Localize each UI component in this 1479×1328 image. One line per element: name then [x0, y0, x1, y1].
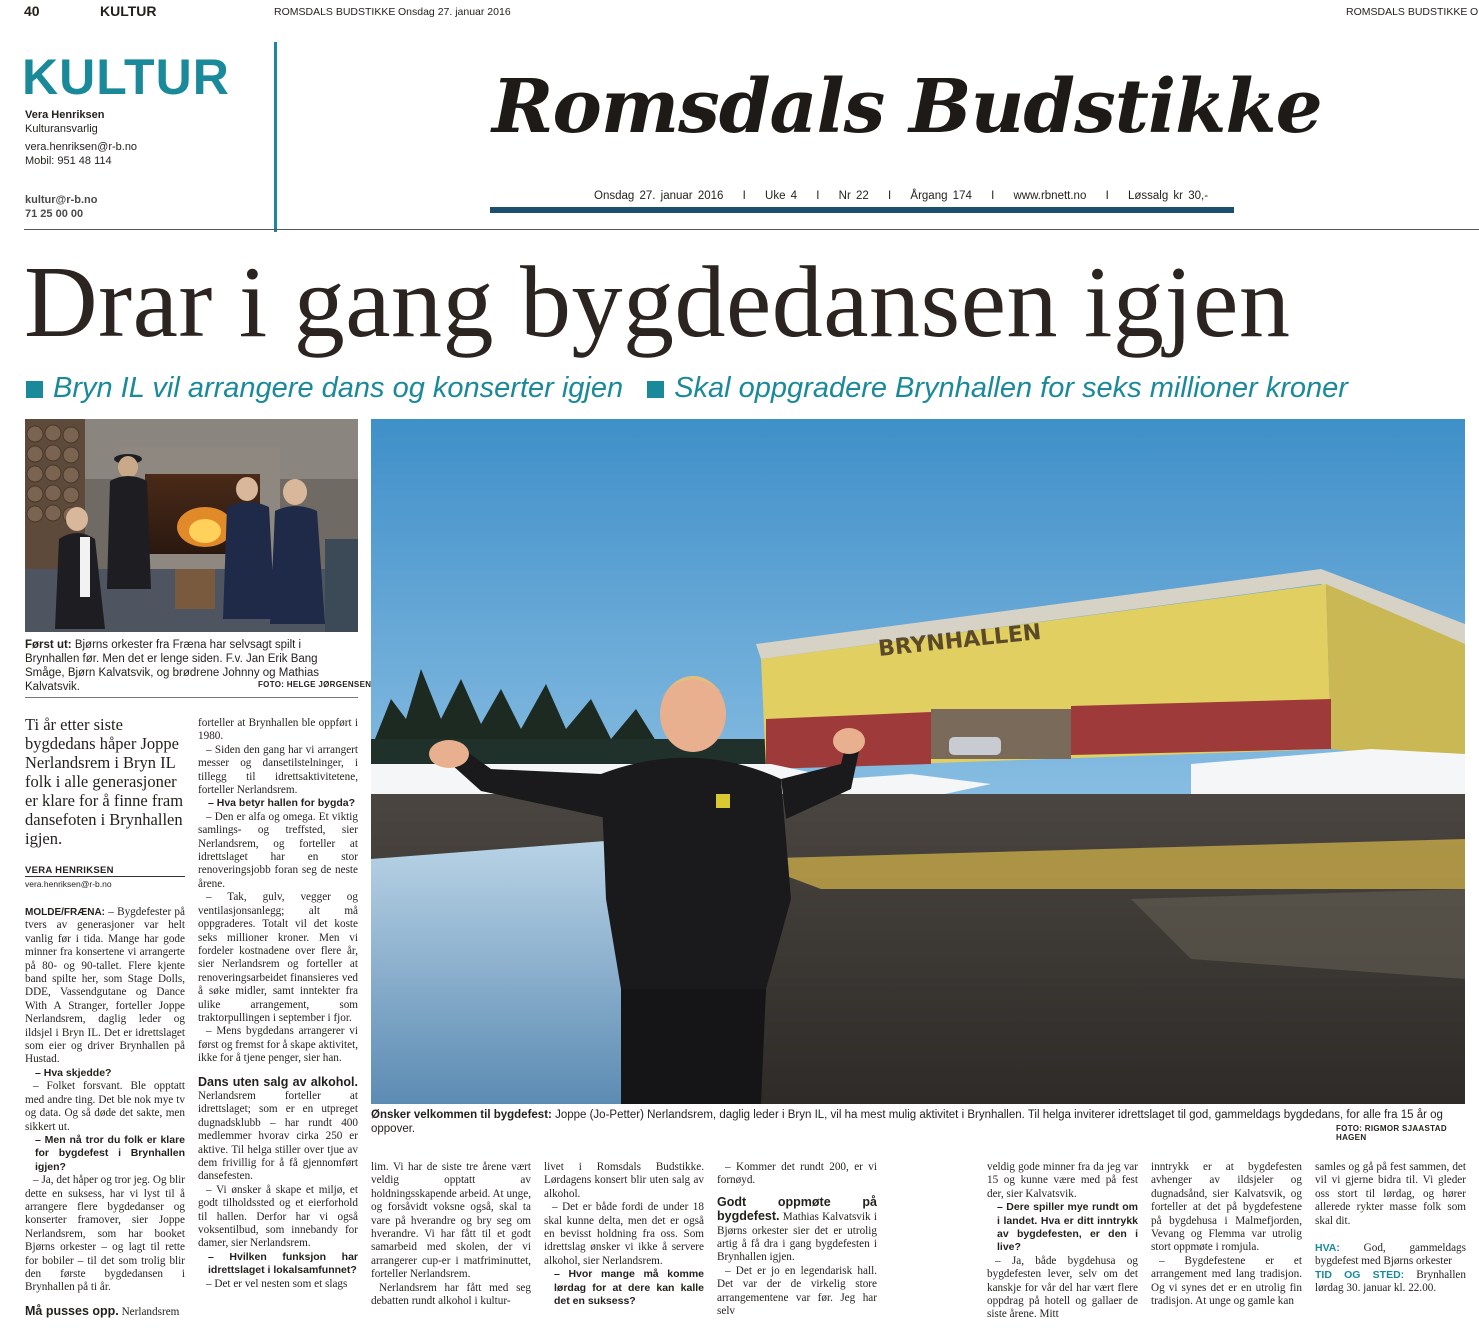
question: – Hva betyr hallen for bygda?	[208, 797, 356, 810]
article-column-5	[717, 1161, 877, 1318]
caption-lead: Først ut:	[25, 639, 72, 651]
paragraph: – Det er vel nesten som et slags	[206, 1277, 348, 1290]
paper-name-left: ROMSDALS BUDSTIKKE	[274, 6, 396, 18]
subheads	[26, 372, 1348, 405]
band-photo-credit: FOTO: HELGE JØRGENSEN	[258, 680, 372, 689]
paragraph: livet i Romsdals Budstikke. Lørdagens konsert blir uten salg av alkohol.	[544, 1161, 704, 1200]
paragraph: – Ja, både bygdehusa og bygdefesten lever, selv om det kanskje for vår del har vært flere oppdrag på hotell og gallaer de siste årene. Mitt	[987, 1254, 1138, 1321]
paragraph: veldig gode minner fra da jeg var 15 og kunne være med på fest der, sier Kalvatsvik.	[987, 1161, 1138, 1200]
desk-email: kultur@r-b.no	[25, 194, 98, 206]
fact-what-label: HVA:	[1315, 1242, 1340, 1255]
masthead-rule	[490, 207, 1234, 213]
top-bar	[0, 0, 1479, 26]
section-title: KULTUR	[22, 49, 230, 105]
fact-what: God, gammeldags bygdefest med Bjørns orkester	[1315, 1242, 1466, 1268]
headline: Drar i gang bygdedansen igjen	[24, 246, 1291, 359]
section-label: KULTUR	[100, 3, 157, 19]
paragraph: – Bygdefestene er et arrangement med lang tradisjon. Og vi synes det er en utrolig fin tradisjon. At unge og gamle kan	[1151, 1254, 1302, 1308]
separator: I	[1105, 190, 1109, 202]
paragraph: samles og gå på fest sammen, det vil vi gjerne bidra til. Vi gleder oss stort til lørdag, og hører allerede rykter masse folk som skal dit.	[1315, 1161, 1466, 1227]
main-photo	[371, 419, 1465, 1104]
article-column-2	[198, 717, 358, 1291]
subheading: Godt oppmøte på bygdefest.	[717, 1194, 877, 1224]
main-photo-credit: FOTO: RIGMOR SJAASTAD HAGEN	[1336, 1124, 1447, 1142]
fact-when: Brynhallen lørdag 30. januar kl. 22.00.	[1315, 1268, 1466, 1295]
building-sign: BRYNHALLEN	[877, 619, 1043, 662]
byline-name: VERA HENRIKSEN	[25, 865, 114, 876]
main-photo-caption	[371, 1108, 1465, 1136]
bullet-square	[26, 381, 43, 398]
article-column-4	[544, 1161, 704, 1308]
question: – Hva skjedde?	[35, 1066, 112, 1079]
paragraph: inntrykk er at bygdefesten avhenger av ildsjeler og dugnadsånd, sier Kalvatsvik, og forteller at det på bygdefestene på bygdehusa i Malmefjorden, Vevang og Flemma var utrolig stort oppmøte i romjula.	[1151, 1161, 1302, 1254]
question: – Men nå tror du folk er klare for bygdefest i Brynhallen igjen?	[35, 1133, 185, 1173]
article-column-1	[25, 906, 185, 1319]
paper-name-right: ROMSDALS BUDSTIKKE	[1346, 6, 1468, 18]
paragraph: – Siden den gang har vi arrangert messer og dansetilstelninger, i tillegg til idrettsaktivitetene, forteller Nerlandsrem.	[198, 743, 358, 797]
article-column-7	[1151, 1161, 1302, 1308]
question: – Hvor mange må komme lørdag for at dere kan kalle det en suksess?	[554, 1268, 704, 1308]
separator: I	[816, 190, 820, 202]
separator: I	[888, 190, 892, 202]
band-photo	[25, 419, 358, 632]
paragraph: Nerlandsrem	[118, 1305, 180, 1318]
paragraph: Mathias Kalvatsvik i Bjørns orkester sier det er utrolig artig å få dra i gang bygdefesten i Brynhallen igjen.	[717, 1211, 877, 1264]
subheading: Dans uten salg av alkohol.	[198, 1074, 358, 1089]
editor-phone: Mobil: 951 48 114	[25, 155, 112, 167]
question: – Hvilken funksjon har idrettslaget i lokalsamfunnet?	[208, 1250, 358, 1277]
separator: I	[991, 190, 995, 202]
masthead-week: Uke 4	[765, 190, 798, 202]
masthead-price: Løssalg kr 30,-	[1127, 190, 1209, 202]
desk-contact	[25, 193, 97, 221]
masthead-number: Nr 22	[838, 190, 869, 202]
paragraph: lim. Vi har de siste tre årene vært veldig opptatt av holdningsskapende arbeid. At unge, og forsåvidt voksne også, skal ta vare på hverandre og bry seg om hverandre. Vi har fått til et godt samarbeid med skolen, der vi arrangerer cup-er i matfriminuttet, forteller Nerlandsrem.	[371, 1161, 532, 1281]
byline-email: vera.henriksen@r-b.no	[25, 879, 112, 889]
editor-email: vera.henriksen@r-b.no	[25, 141, 138, 153]
question: – Dere spiller mye rundt om i landet. Hva er ditt inntrykk av bygdefesten, er den i live?	[997, 1201, 1138, 1254]
masthead-website: www.rbnett.no	[1013, 190, 1087, 202]
paragraph: – Mens bygdedans arrangerer vi først og fremst for å skape aktivitet, ikke for å tjene penger, sier han.	[198, 1025, 358, 1065]
masthead-info	[594, 190, 1208, 202]
caption-rule	[25, 697, 358, 698]
paragraph: – Den er alfa og omega. Et viktig samlings- og treffsted, sier Nerlandsrem, og forteller at idrettslaget har en stor renoveringsjobb foran seg de neste årene.	[198, 810, 358, 890]
issue-date-top: Onsdag 27. januar 2016	[398, 6, 511, 18]
fact-box	[1315, 1242, 1466, 1296]
paragraph: – Bygdefester på tvers av generasjoner var helt vanlig før i tida. Mange har gode minner fra konsertene vi arrangerte på 80- og 90-tallet. Flere kjente band spilte her, som Stage Dolls, DDE, Vassendgutane og Dance With A Stranger, forteller Joppe Nerlandsrem, daglig leder og ildsjel i Bryn IL. Det er idrettslaget som eier og driver Brynhallen på Hustad.	[25, 906, 185, 1066]
masthead-logo: Romsdals Budstikke	[492, 64, 1322, 150]
paragraph: – Det er jo en legendarisk hall. Det var der de virkelig store arrangementene var før. Jeg har selv	[717, 1264, 877, 1318]
paragraph: – Det er både fordi de under 18 skal kunne delta, men det er også en bevisst holdning fra oss. Som idrettslag ønsker vi ikke å servere alkohol, sier Nerlandsrem.	[544, 1201, 704, 1267]
subhead-1: Bryn IL vil arrangere dans og konserter igjen	[53, 372, 624, 404]
editor-role: Kulturansvarlig	[25, 123, 98, 135]
paragraph: – Ja, det håper og tror jeg. Og blir dette en suksess, har vi lyst til å arrangere flere bygdedanser og konserter framover, sier Joppe Nerlandsrem, som har booket Bjørns orkester – og lagt til rette for bobiler – til det som trolig blir den første bygdedansen i Brynhallen på ti år.	[25, 1174, 185, 1294]
paragraph: – Kommer det rundt 200, er vi fornøyd.	[717, 1161, 877, 1187]
editor-name: Vera Henriksen	[25, 109, 105, 121]
header-divider	[24, 229, 1479, 230]
main-photo-image	[371, 419, 1465, 1104]
masthead-volume: Årgang 174	[910, 190, 972, 202]
article-column-6	[987, 1161, 1138, 1322]
paragraph: – Tak, gulv, vegger og ventilasjonsanlegg; alt må oppgraderes. Totalt vil det koste seks millioner kroner. Men vi fordeler kostnadene over flere år, sier Nerlandsrem og forteller at renoveringsarbeidet finansieres ved å søke midler, samt inntekter fra ulike arrangement, som traktorpullingen i september i fjor.	[198, 891, 358, 1024]
band-photo-image	[25, 419, 358, 632]
masthead-date: Onsdag 27. januar 2016	[594, 190, 724, 202]
paragraph: Nerlandsrem forteller at idrettslaget; som er en utpreget dugnadsklubb – har rundt 400 medlemmer hvorav cirka 250 er aktive. Til helga stiller over tjue av dem frivillig for å få gjennomført dansefesten.	[198, 1089, 358, 1183]
dateline: MOLDE/FRÆNA:	[25, 907, 105, 918]
bullet-square	[647, 381, 664, 398]
paragraph: – Folket forsvant. Ble opptatt med andre ting. Det ble nok mye tv og data. Og så døde det sakte, men sikkert ut.	[25, 1080, 185, 1133]
desk-phone: 71 25 00 00	[25, 208, 84, 220]
byline-rule	[25, 876, 185, 877]
article-intro: Ti år etter siste bygdedans håper Joppe Nerlandsrem i Bryn IL folk i alle generasjoner er klare for å finne fram dansefoten i Brynhallen igjen.	[25, 715, 184, 848]
editor-block	[25, 108, 137, 168]
paragraph: Nerlandsrem har fått med seg debatten rundt alkohol i kultur-	[371, 1281, 531, 1308]
caption-text: Bjørns orkester fra Fræna har selvsagt spilt i Brynhallen før. Men det er lenge siden. F.v. Jan Erik Bang Småge, Bjørn Kalvatsvik, og brødrene Johnny og Mathias Kalvatsvik.	[25, 639, 320, 693]
next-page-edge: O	[1470, 6, 1479, 18]
article-column-3	[371, 1161, 531, 1308]
subhead-2: Skal oppgradere Brynhallen for seks millioner kroner	[674, 372, 1348, 404]
section-divider	[274, 42, 277, 232]
article-column-8	[1315, 1161, 1466, 1296]
subheading: Må pusses opp.	[25, 1303, 119, 1318]
paragraph: forteller at Brynhallen ble oppført i 1980.	[198, 717, 358, 743]
main-caption-text: Joppe (Jo-Petter) Nerlandsrem, daglig leder i Bryn IL, vil ha mest mulig aktivitet i Brynhallen. Til helga inviterer idrettslaget til god, gammeldags bygdedans, for alle fra 15 år og oppover.	[371, 1109, 1443, 1135]
fact-when-label: TID OG STED:	[1315, 1268, 1405, 1281]
separator: I	[742, 190, 746, 202]
page-number: 40	[24, 3, 40, 19]
paragraph: – Vi ønsker å skape et miljø, et godt tilholdssted og et eierforhold til hallen. Derfor har vi også voksentilbud, som innebandy for damer, sier Nerlandsrem.	[198, 1183, 358, 1250]
main-caption-lead: Ønsker velkommen til bygdefest:	[371, 1109, 552, 1121]
